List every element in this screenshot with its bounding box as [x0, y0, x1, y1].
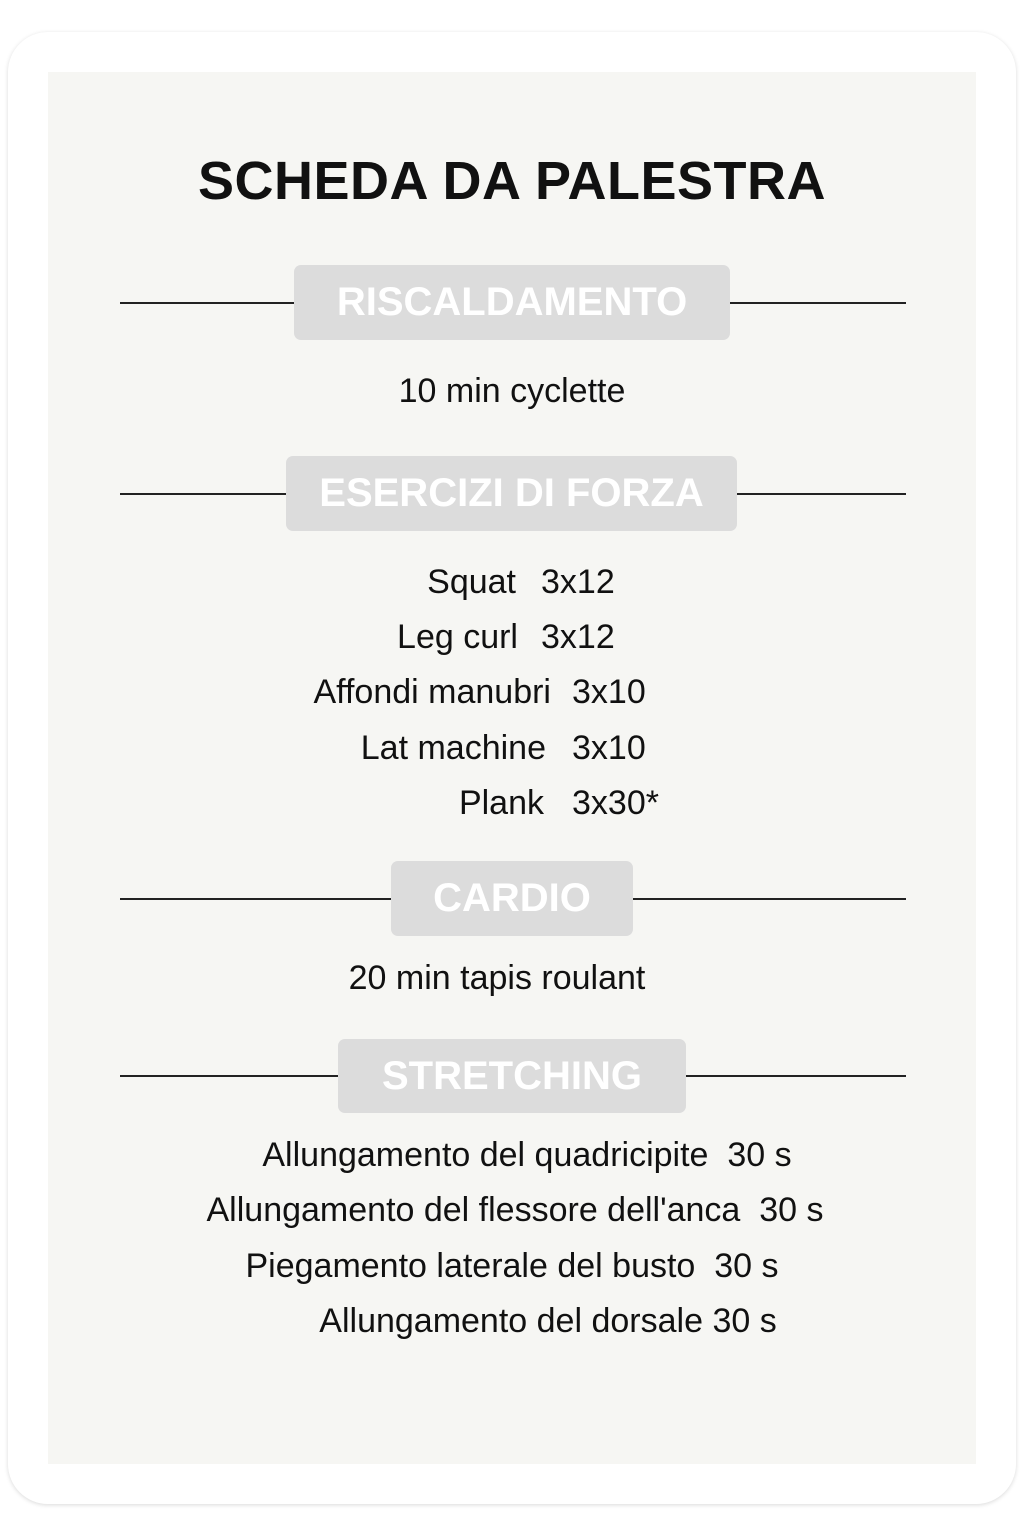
section-header-warmup: RISCALDAMENTO	[294, 265, 730, 340]
section-header-cardio: CARDIO	[391, 861, 633, 936]
exercise-name: Lat machine	[360, 729, 546, 767]
stretch-value: 30 s	[714, 1247, 779, 1285]
exercise-name: Plank	[458, 784, 544, 822]
stretch-row	[0, 1135, 1024, 1175]
stretch-row	[0, 1190, 1024, 1230]
stretch-row	[0, 1246, 1024, 1286]
exercise-value: 3x12	[541, 618, 615, 656]
exercise-name: Leg curl	[397, 618, 518, 656]
stretch-value: 30 s	[759, 1191, 824, 1229]
stretch-row	[0, 1301, 1024, 1341]
section-header-stretching: STRETCHING	[338, 1039, 686, 1113]
warmup-item: 10 min cyclette	[398, 372, 626, 410]
page-title: SCHEDA DA PALESTRA	[197, 151, 827, 211]
exercise-name: Squat	[427, 563, 516, 601]
stretch-value: 30 s	[727, 1136, 792, 1174]
stretch-name: Allungamento del quadricipite	[262, 1136, 709, 1174]
cardio-item: 20 min tapis roulant	[348, 959, 646, 997]
stretch-value: 30 s	[712, 1302, 777, 1340]
stretch-name: Allungamento del dorsale	[319, 1302, 703, 1340]
stretch-name: Allungamento del flessore dell'anca	[206, 1191, 741, 1229]
exercise-value: 3x30*	[572, 784, 659, 822]
exercise-value: 3x10	[572, 673, 646, 711]
stretch-name: Piegamento laterale del busto	[245, 1247, 696, 1285]
exercise-value: 3x12	[541, 563, 615, 601]
exercise-name: Affondi manubri	[313, 673, 551, 711]
exercise-value: 3x10	[572, 729, 646, 767]
section-header-strength: ESERCIZI DI FORZA	[286, 456, 737, 531]
